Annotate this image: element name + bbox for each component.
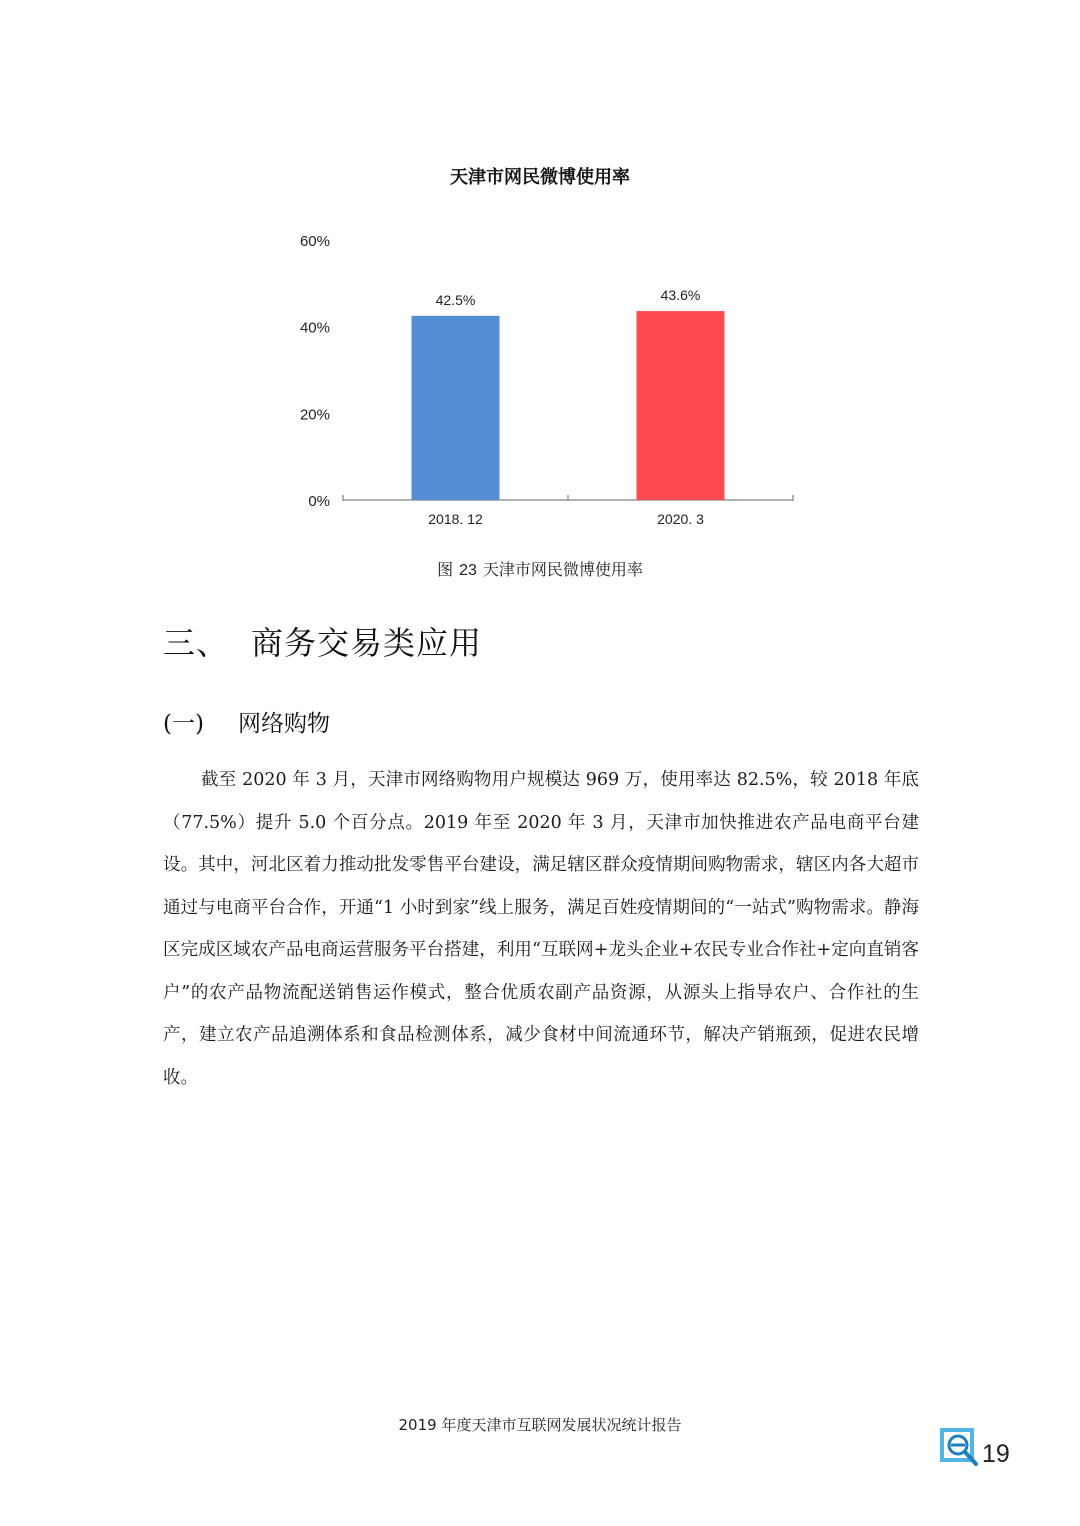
subsection-title: 网络购物: [237, 711, 330, 737]
bar-2: [637, 311, 725, 500]
figure-caption: [0, 557, 1080, 580]
section-heading: [163, 618, 482, 664]
section-title: 商务交易类应用: [251, 624, 483, 662]
bar-value-labels: [436, 287, 701, 308]
section-number: 三、: [163, 624, 230, 662]
x-category-label: 2020. 3: [657, 511, 704, 527]
bars: [412, 311, 725, 500]
bar-1: [412, 316, 500, 500]
magnifier-e-logo-icon: [938, 1424, 982, 1468]
y-tick-label: 20%: [299, 406, 330, 424]
y-tick-label: 0%: [308, 493, 330, 510]
body-paragraph: 截至 2020 年 3 月，天津市网络购物用户规模达 969 万，使用率达 82.5%，较 2018 年底（77.5%）提升 5.0 个百分点。2019 年至 2020 年 3 月，天津市加快推进农产品电商平台建设。其中，河北区着力推动批发零售平台建设，满足辖区群众疫情期间购物需求，辖区内各大超市通过与电商平台合作，开通“1 小时到家”线上服务，满足百姓疫情期间的“一站式”购物需求。静海区完成区域农产品电商运营服务平台搭建，利用“互联网+龙头企业+农民专业合作社+定向直销客户”的农产品物流配送销售运作模式，整合优质农副产品资源，从源头上指导农户、合作社的生产，建立农产品追溯体系和食品检测体系，减少食材中间流通环节，解决产销瓶颈，促进农民增收。: [163, 770, 919, 1088]
x-category-label: 2018. 12: [428, 511, 483, 527]
footer-report-title: 2019 年度天津市互联网发展状况统计报告: [398, 1416, 682, 1434]
y-tick-label: 40%: [299, 319, 330, 337]
bar-value-label: 42.5%: [435, 291, 476, 308]
figure-number: 23: [459, 562, 477, 579]
page-number: 19: [982, 1440, 1010, 1468]
chart-title: 天津市网民微博使用率: [450, 167, 630, 188]
subsection-number: (一): [163, 711, 204, 737]
subsection-heading: [163, 705, 330, 738]
x-axis-labels: [428, 511, 704, 527]
bar-chart: [0, 0, 1080, 600]
figure-prefix: 图: [437, 560, 454, 579]
y-axis-ticks: [300, 233, 330, 510]
y-tick-label: 60%: [299, 233, 330, 250]
bar-value-label: 43.6%: [660, 287, 701, 304]
figure-caption-text: 天津市网民微博使用率: [482, 560, 643, 579]
